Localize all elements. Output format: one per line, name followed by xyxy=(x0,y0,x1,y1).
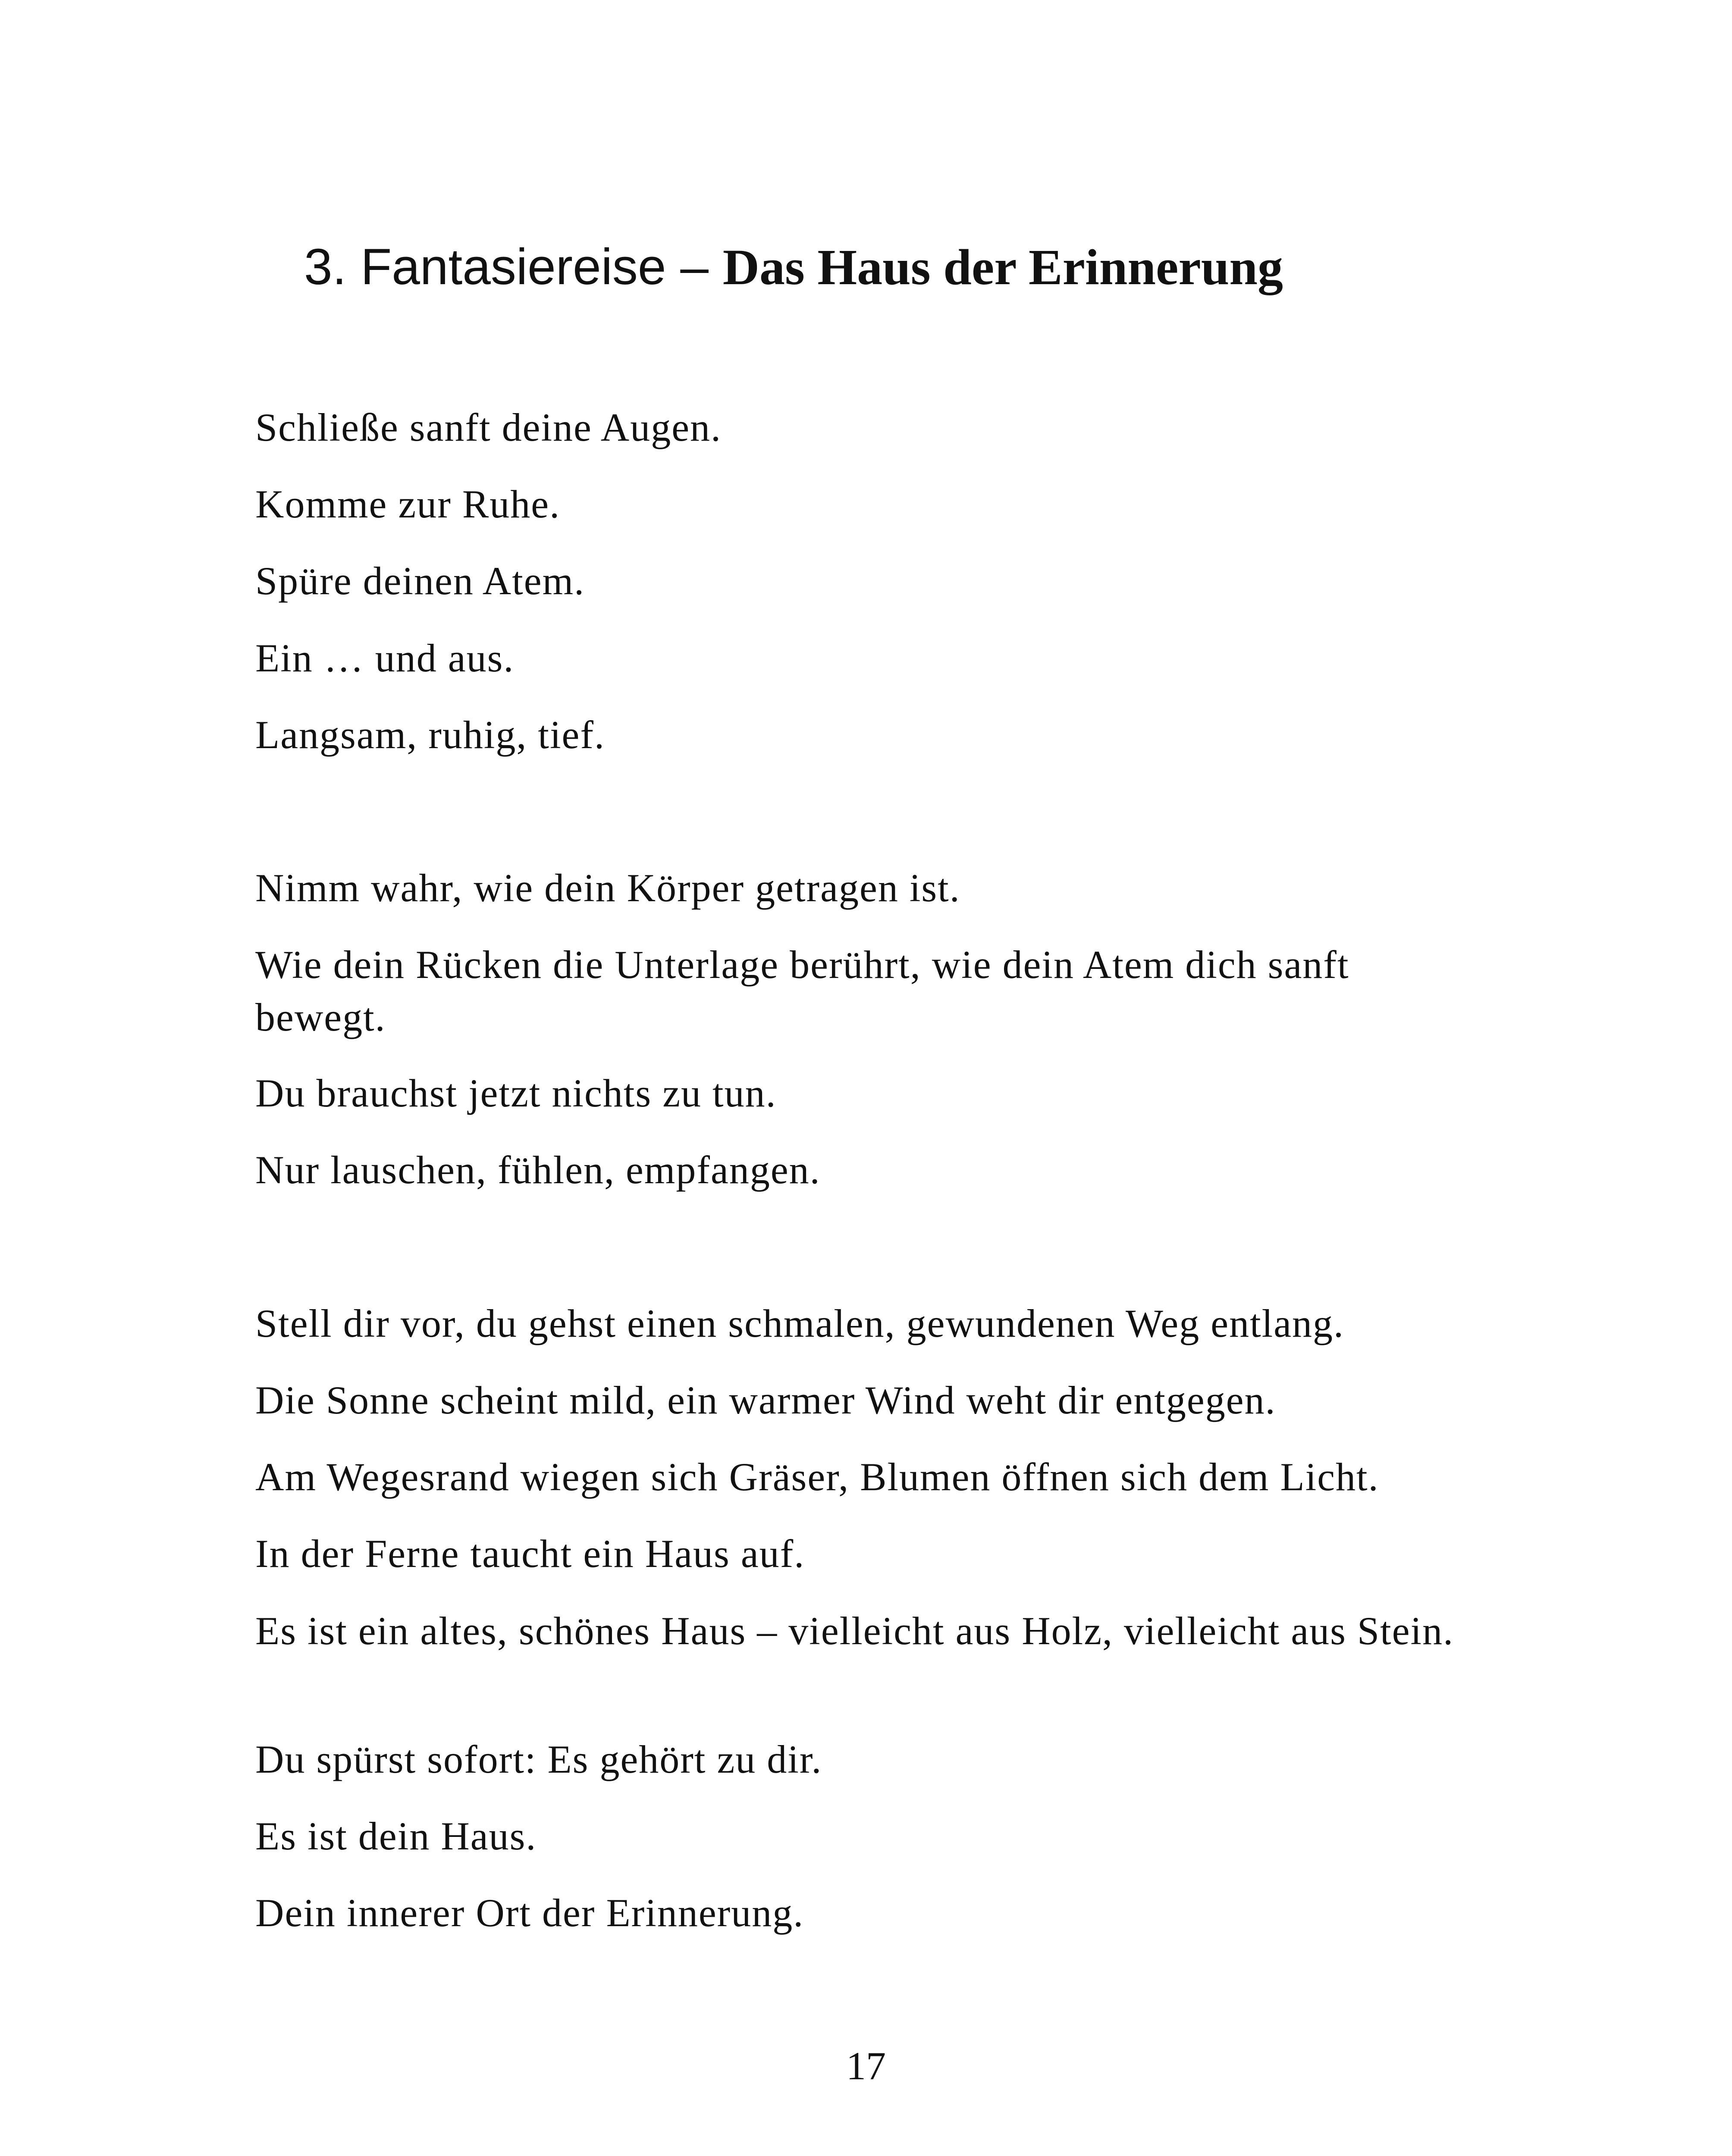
text-line: Wie dein Rücken die Unterlage berührt, wie dein Atem dich sanft bewegt. xyxy=(255,943,1349,1039)
text-line: Es ist dein Haus. xyxy=(255,1814,537,1858)
text-line: Du brauchst jetzt nichts zu tun. xyxy=(255,1071,777,1115)
text-line: Nur lauschen, fühlen, empfangen. xyxy=(255,1148,821,1192)
text-line: Stell dir vor, du gehst einen schmalen, gewundenen Weg entlang. xyxy=(255,1301,1345,1345)
text-line: In der Ferne taucht ein Haus auf. xyxy=(255,1532,805,1576)
text-line: Langsam, ruhig, tief. xyxy=(255,713,606,757)
text-line: Dein innerer Ort der Erinnerung. xyxy=(255,1891,804,1935)
chapter-title: Das Haus der Erinnerung xyxy=(722,239,1283,295)
text-line: Schließe sanft deine Augen. xyxy=(255,405,722,449)
chapter-number: 3. Fantasiereise – xyxy=(304,238,723,295)
chapter-heading xyxy=(304,238,1283,295)
page-number: 17 xyxy=(846,2044,886,2088)
text-line: Ein … und aus. xyxy=(255,636,515,680)
text-line: Du spürst sofort: Es gehört zu dir. xyxy=(255,1737,822,1781)
text-line: Spüre deinen Atem. xyxy=(255,559,585,603)
text-line: Am Wegesrand wiegen sich Gräser, Blumen öffnen sich dem Licht. xyxy=(255,1455,1379,1499)
text-line: Die Sonne scheint mild, ein warmer Wind weht dir entgegen. xyxy=(255,1378,1276,1422)
text-line: Nimm wahr, wie dein Körper getragen ist. xyxy=(255,866,960,910)
text-line: Es ist ein altes, schönes Haus – vielleicht aus Holz, vielleicht aus Stein. xyxy=(255,1609,1454,1653)
text-line: Komme zur Ruhe. xyxy=(255,482,561,526)
